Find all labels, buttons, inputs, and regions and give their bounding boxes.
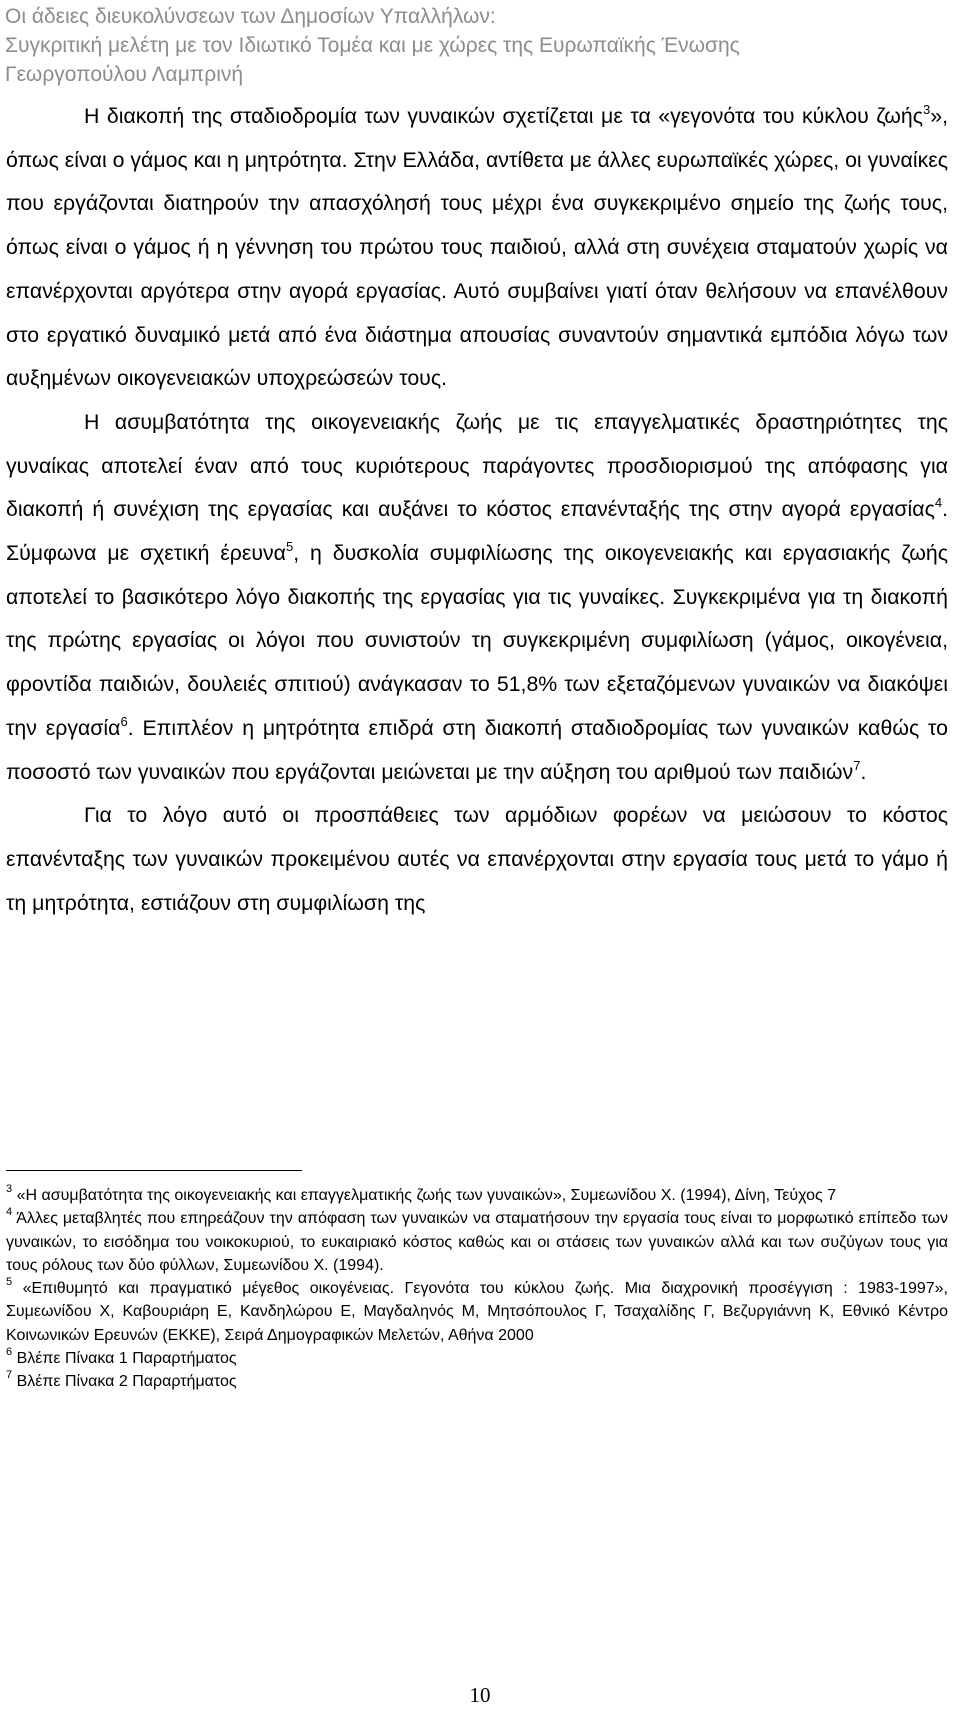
- paragraph-text: . Σύμφωνα με σχετική έρευνα: [6, 497, 948, 566]
- footnote-text: Βλέπε Πίνακα 1 Παραρτήματος: [16, 1350, 237, 1368]
- page-number: 10: [469, 1683, 491, 1707]
- running-header: [5, 2, 955, 89]
- footnote-ref-7[interactable]: 7: [853, 757, 861, 773]
- footnote-3: [6, 1184, 948, 1207]
- footnote-number: 7: [6, 1369, 13, 1382]
- paragraph-3: [6, 794, 948, 925]
- paragraph-text: Για το λόγο αυτό οι προσπάθειες των αρμόδιων φορέων να μειώσουν το κόστος επανένταξης των γυναικών προκειμένου αυτές να επανέρχονται στην εργασία τους μετά το γάμο ή τη μητρότητα, εστιάζουν στη συμφιλίωση της: [6, 803, 948, 915]
- paragraph-1: [6, 95, 948, 401]
- paragraph-text: », όπως είναι ο γάμος και η μητρότητα. Στην Ελλάδα, αντίθετα με άλλες ευρωπαϊκές χώρες, οι γυναίκες που εργάζονται διατηρούν την απασχόλησή τους μέχρι ένα συγκεκριμένο σημείο της ζωής τους, όπως είναι ο γάμος ή η γέννηση του πρώτου τους παιδιού, αλλά στη συνέχεια σταματούν χωρίς να επανέρχονται αργότερα στην αγορά εργασίας. Αυτό συμβαίνει γιατί όταν θελήσουν να επανέλθουν στο εργατικό δυναμικό μετά από ένα διάστημα απουσίας συναντούν σημαντικά εμπόδια λόγω των αυξημένων οικογενειακών υποχρεώσεών τους.: [6, 104, 948, 391]
- footnote-text: Βλέπε Πίνακα 2 Παραρτήματος: [16, 1373, 237, 1391]
- paragraph-text: .: [860, 759, 867, 784]
- footnote-number: 3: [6, 1183, 13, 1195]
- header-author: Γεωργοπούλου Λαμπρινή: [5, 63, 244, 86]
- footnote-ref-6[interactable]: 6: [120, 713, 128, 729]
- footnote-4: [6, 1207, 948, 1277]
- header-subtitle: Συγκριτική μελέτη με τον Ιδιωτικό Τομέα και με χώρες της Ευρωπαϊκής Ένωσης: [5, 34, 740, 57]
- footnote-6: [6, 1347, 948, 1370]
- footnote-text: Άλλες μεταβλητές που επηρεάζουν την απόφαση των γυναικών να σταματήσουν την εργασία τους είναι το μορφωτικό επίπεδο των γυναικών, το εισόδημα του νοικοκυριού, το ευκαιριακό κόστος καθώς και οι στάσεις των γυναικών αλλά και των συζύγων τους για τους ρόλους των δύο φύλλων, Συμεωνίδου Χ. (1994).: [6, 1210, 949, 1274]
- footnote-ref-4[interactable]: 4: [934, 495, 943, 511]
- paragraph-2: [6, 401, 948, 794]
- footnote-number: 6: [6, 1346, 13, 1359]
- footnote-ref-3[interactable]: 3: [923, 102, 931, 117]
- header-title: Οι άδειες διευκολύνσεων των Δημοσίων Υπαλλήλων:: [5, 5, 496, 28]
- paragraph-text: , η δυσκολία συμφιλίωσης της οικογενειακής και εργασιακής ζωής αποτελεί το βασικότερο λόγο διακοπής της εργασίας για τις γυναίκες. Συγκεκριμένα για τη διακοπή της πρώτης εργασίας οι λόγοι που συνιστούν τη συγκεκριμένη συμφιλίωση (γάμος, οικογένεια, φροντίδα παιδιών, δουλειές σπιτιού) ανάγκασαν το 51,8% των εξεταζόμενων γυναικών να διακόψει την εργασία: [6, 541, 948, 740]
- footnote-number: 4: [6, 1206, 13, 1219]
- footnote-text: «Η ασυμβατότητα της οικογενειακής και επαγγελματικής ζωής των γυναικών», Συμεωνίδου Χ. (1994), Δίνη, Τεύχος 7: [16, 1187, 837, 1204]
- paragraph-text: . Επιπλέον η μητρότητα επιδρά στη διακοπή σταδιοδρομίας των γυναικών καθώς το ποσοστό των γυναικών που εργάζονται μειώνεται με την αύξηση του αριθμού των παιδιών: [6, 715, 948, 784]
- footnote-5: [6, 1277, 948, 1347]
- body-text: [6, 95, 948, 925]
- paragraph-text: Η διακοπή της σταδιοδρομία των γυναικών σχετίζεται με τα «γεγονότα του κύκλου ζωής: [84, 104, 923, 128]
- footnote-text: «Επιθυμητό και πραγματικό μέγεθος οικογένειας. Γεγονότα του κύκλου ζωής. Μια διαχρονική προσέγγιση : 1983-1997», Συμεωνίδου Χ, Καβουριάρη Ε, Κανδηλώρου Ε, Μαγδαληνός Μ, Μητσόπουλος Γ, Τσαχαλίδης Γ, Βεζυργιάννη Κ, Εθνικό Κέντρο Κοινωνικών Ερευνών (ΕΚΚΕ), Σειρά Δημογραφικών Μελετών, Αθήνα 2000: [6, 1280, 948, 1344]
- footnote-divider: [6, 1170, 302, 1171]
- footnote-ref-5[interactable]: 5: [286, 539, 294, 555]
- footnotes: [6, 1184, 948, 1394]
- footnote-number: 5: [6, 1276, 13, 1289]
- paragraph-text: Η ασυμβατότητα της οικογενειακής ζωής με τις επαγγελματικές δραστηριότητες της γυναίκας αποτελεί έναν από τους κυριότερους παράγοντες προσδιορισμού της απόφασης για διακοπή ή συνέχιση της εργασίας και αυξάνει το κόστος επανένταξής της στην αγορά εργασίας: [6, 409, 948, 522]
- footnote-7: [6, 1370, 948, 1393]
